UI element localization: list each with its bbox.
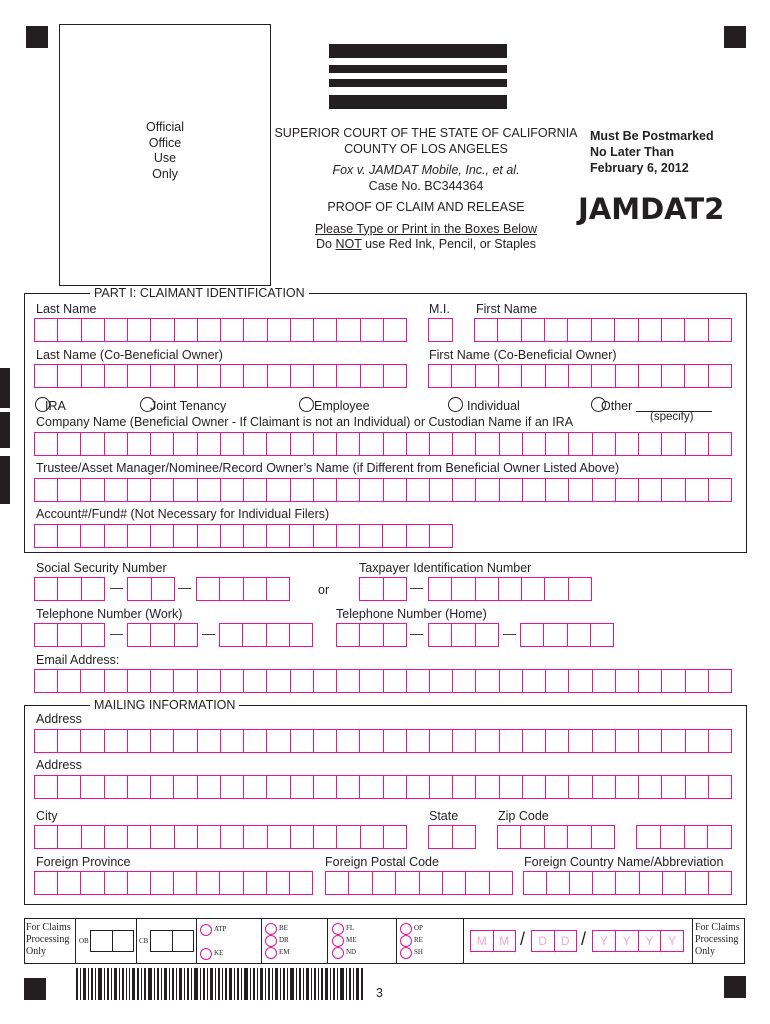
strip-divider — [75, 918, 76, 964]
strip-divider — [692, 918, 693, 964]
cb-boxes[interactable] — [150, 930, 194, 952]
joint-tenancy-label: Joint Tenancy — [150, 399, 227, 413]
ob-label: OB — [79, 937, 89, 945]
individual-label: Individual — [467, 399, 520, 413]
op-label: OP — [414, 924, 423, 932]
first-name-co-label: First Name (Co-Beneficial Owner) — [429, 348, 617, 362]
or-label: or — [318, 583, 330, 597]
date-slash: / — [520, 929, 526, 949]
mi-label: M.I. — [429, 302, 450, 316]
email-label: Email Address: — [36, 653, 120, 667]
phone-dash: — — [110, 626, 123, 641]
court-header — [270, 126, 582, 253]
phone-work-line-boxes[interactable] — [219, 623, 313, 647]
em-label: EM — [279, 948, 290, 956]
op-radio[interactable] — [400, 923, 412, 935]
last-name-co-boxes[interactable] — [34, 364, 407, 388]
case-name: Fox v. JAMDAT Mobile, Inc., et al. — [332, 163, 520, 177]
phone-dash: — — [503, 626, 516, 641]
state-boxes[interactable] — [428, 825, 476, 849]
first-name-co-boxes[interactable] — [428, 364, 732, 388]
re-label: RE — [414, 936, 423, 944]
dr-label: DR — [279, 936, 289, 944]
phone-work-label: Telephone Number (Work) — [36, 607, 183, 621]
atp-radio[interactable] — [200, 924, 212, 936]
date-month-boxes[interactable]: M M — [470, 930, 516, 952]
timing-mark — [0, 456, 10, 504]
registration-mark — [724, 976, 746, 998]
ira-label: IRA — [45, 399, 66, 413]
instruction-type-print: Please Type or Print in the Boxes Below — [314, 221, 538, 236]
timing-mark — [0, 412, 10, 448]
date-slash: / — [581, 929, 587, 949]
phone-home-line-boxes[interactable] — [520, 623, 614, 647]
cb-label: CB — [139, 937, 149, 945]
address2-boxes[interactable] — [34, 775, 732, 799]
case-number: Case No. BC344364 — [368, 178, 484, 193]
date-day-boxes[interactable]: D D — [531, 930, 577, 952]
foreign-postal-boxes[interactable] — [325, 871, 513, 895]
strip-divider — [196, 918, 197, 964]
fl-label: FL — [346, 924, 355, 932]
employee-label: Employee — [314, 399, 370, 413]
strip-divider — [261, 918, 262, 964]
ssn-part3-boxes[interactable] — [196, 577, 290, 601]
ssn-label: Social Security Number — [36, 561, 167, 575]
registration-mark — [724, 26, 746, 48]
zip-part1-boxes[interactable] — [497, 825, 615, 849]
ssn-part2-boxes[interactable] — [127, 577, 175, 601]
registration-mark — [24, 978, 46, 1000]
phone-work-prefix-boxes[interactable] — [127, 623, 198, 647]
address1-label: Address — [36, 712, 82, 726]
foreign-province-label: Foreign Province — [36, 855, 131, 869]
ob-boxes[interactable] — [90, 930, 134, 952]
last-name-co-label: Last Name (Co-Beneficial Owner) — [36, 348, 223, 362]
foreign-province-boxes[interactable] — [34, 871, 313, 895]
trustee-boxes[interactable] — [34, 478, 732, 502]
phone-home-prefix-boxes[interactable] — [428, 623, 499, 647]
phone-home-label: Telephone Number (Home) — [336, 607, 487, 621]
nd-label: ND — [346, 948, 357, 956]
barcode — [76, 968, 366, 1000]
form-title: PROOF OF CLAIM AND RELEASE — [327, 200, 525, 214]
strip-divider — [327, 918, 328, 964]
trustee-label: Trustee/Asset Manager/Nominee/Record Owner’s Name (if Different from Beneficial Owner Listed Above) — [36, 461, 620, 475]
ke-label: KE — [214, 949, 224, 957]
city-label: City — [36, 809, 58, 823]
city-boxes[interactable] — [34, 825, 407, 849]
last-name-label: Last Name — [36, 302, 97, 316]
official-office-label: Official Office Use Only — [146, 120, 184, 181]
account-fund-label: Account#/Fund# (Not Necessary for Individual Filers) — [36, 507, 330, 521]
tin-dash: — — [410, 580, 423, 595]
header-bar — [329, 79, 507, 87]
foreign-country-label: Foreign Country Name/Abbreviation — [524, 855, 724, 869]
email-boxes[interactable] — [34, 669, 732, 693]
nd-radio[interactable] — [332, 947, 344, 959]
be-label: BE — [279, 924, 288, 932]
dr-radio[interactable] — [265, 935, 277, 947]
first-name-label: First Name — [476, 302, 538, 316]
other-label: Other — [601, 399, 633, 413]
individual-radio[interactable] — [448, 397, 463, 412]
last-name-boxes[interactable] — [34, 318, 407, 342]
be-radio[interactable] — [265, 923, 277, 935]
address1-boxes[interactable] — [34, 729, 732, 753]
ssn-dash: — — [178, 580, 191, 595]
court-name: SUPERIOR COURT OF THE STATE OF CALIFORNIA — [274, 126, 578, 140]
postmark-deadline: Must Be Postmarked No Later Than February 6, 2012 — [590, 129, 714, 175]
em-radio[interactable] — [265, 947, 277, 959]
employee-radio[interactable] — [299, 397, 314, 412]
tin-part2-boxes[interactable] — [428, 577, 592, 601]
page-number: 3 — [376, 986, 383, 1000]
mailing-legend: MAILING INFORMATION — [90, 699, 239, 712]
tin-part1-boxes[interactable] — [359, 577, 407, 601]
strip-divider — [396, 918, 397, 964]
part1-legend: PART I: CLAIMANT IDENTIFICATION — [90, 287, 309, 300]
address2-label: Address — [36, 758, 82, 772]
zip-label: Zip Code — [498, 809, 549, 823]
sh-label: SH — [414, 948, 423, 956]
registration-mark — [26, 26, 48, 48]
strip-divider — [463, 918, 464, 964]
company-name-boxes[interactable] — [34, 432, 732, 456]
tin-label: Taxpayer Identification Number — [359, 561, 532, 575]
date-year-boxes[interactable]: Y Y Y Y — [592, 930, 684, 952]
instruction-no-red-ink: Do NOT use Red Ink, Pencil, or Staples — [315, 237, 537, 251]
form-code: JAMDAT2 — [578, 192, 725, 226]
foreign-country-boxes[interactable] — [523, 871, 732, 895]
timing-mark — [0, 368, 10, 408]
ke-radio[interactable] — [200, 948, 212, 960]
header-bar — [329, 95, 507, 109]
claims-processing-right: For Claims Processing Only — [695, 922, 740, 957]
first-name-boxes[interactable] — [474, 318, 732, 342]
phone-dash: — — [202, 626, 215, 641]
county-name: COUNTY OF LOS ANGELES — [344, 141, 508, 156]
account-fund-boxes[interactable] — [34, 524, 453, 548]
atp-label: ATP — [214, 925, 227, 933]
zip-part2-boxes[interactable] — [636, 825, 732, 849]
company-name-label: Company Name (Beneficial Owner - If Claimant is not an Individual) or Custodian Name if an IRA — [36, 415, 574, 429]
ssn-part1-boxes[interactable] — [34, 577, 105, 601]
header-bar — [329, 44, 507, 58]
claims-processing-left: For Claims Processing Only — [26, 922, 71, 957]
fl-radio[interactable] — [332, 923, 344, 935]
me-label: ME — [346, 936, 357, 944]
re-radio[interactable] — [400, 935, 412, 947]
phone-work-area-boxes[interactable] — [34, 623, 105, 647]
phone-home-area-boxes[interactable] — [336, 623, 407, 647]
phone-dash: — — [410, 626, 423, 641]
strip-divider — [136, 918, 137, 964]
specify-label: (specify) — [650, 411, 694, 423]
ssn-dash: — — [110, 580, 123, 595]
sh-radio[interactable] — [400, 947, 412, 959]
state-label: State — [429, 809, 459, 823]
header-bar — [329, 65, 507, 73]
me-radio[interactable] — [332, 935, 344, 947]
foreign-postal-label: Foreign Postal Code — [325, 855, 439, 869]
mi-boxes[interactable] — [428, 318, 453, 342]
